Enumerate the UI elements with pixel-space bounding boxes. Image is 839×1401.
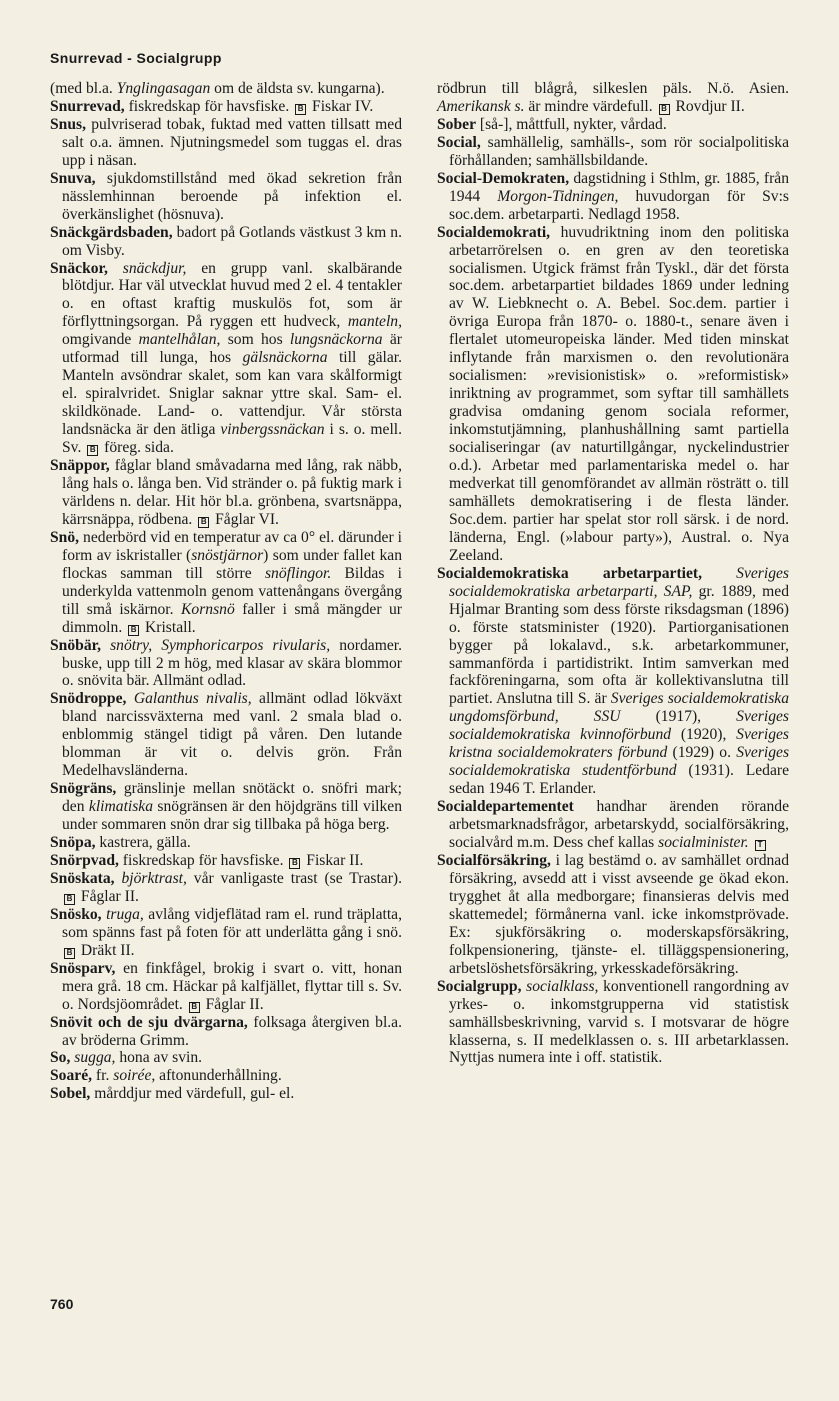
italic-term: gälsnäckorna: [242, 349, 328, 367]
italic-term: lungsnäckorna: [289, 331, 383, 349]
entry-snoskata: [50, 870, 402, 906]
entry-text: om de äldsta sv. kungarna).: [210, 80, 385, 97]
entry-snorpvad: [50, 852, 402, 870]
headword: Snöbär,: [50, 636, 101, 654]
headword: Socialförsäkring,: [437, 851, 551, 869]
entry-socialdemokrati: [437, 224, 789, 565]
entry-social: [437, 134, 789, 170]
italic-term: soirée,: [113, 1067, 156, 1085]
italic-term: vinbergssnäckan: [220, 421, 325, 439]
entry-text: (1917),: [620, 708, 737, 726]
entry-snograns: [50, 780, 402, 834]
entry-text: dagstidning i Sthlm, gr. 1885, från 1944: [449, 169, 789, 205]
entry-text: fiskredskap för havsfiske.: [124, 97, 294, 115]
entry-text: en finkfågel, brokig i svart o. vitt, honan mera grå. 18 cm. Häckar på kalfjället, flyttar till s. Sv. o. Nordsjöområdet.: [62, 959, 402, 1013]
headword: Snäckor,: [50, 259, 108, 277]
entry-text: är utformad till lunga, hos: [62, 331, 402, 367]
entry-socialdepartementet: [437, 798, 789, 852]
entry-text: en grupp vanl. skalbärande blötdjur. Har väl utvecklat huvud med 2 el. 4 tentakler o. en oftast kraftig muskulös fot, som är förflyttningsorgan. På ryggen ett hudveck,: [62, 259, 403, 331]
entry-text: Kristall.: [141, 618, 196, 636]
italic-term: klimatiska: [88, 798, 154, 816]
entry-text: Fåglar VI.: [211, 510, 279, 528]
entry-socialdemokratiska-arbetarpartiet: [437, 565, 789, 798]
headword: Socialdemokratiska arbetarpartiet,: [437, 564, 702, 582]
running-head: Snurrevad - Socialgrupp: [50, 50, 222, 66]
right-column: [437, 80, 789, 1067]
entry-text: fr.: [92, 1067, 114, 1085]
entry-text: omgivande: [62, 331, 139, 349]
entry-text: Bildas i underkylda vattenmoln genom vattenångans övergång till små iskärnor.: [62, 564, 402, 618]
entry-continuation: [437, 80, 789, 116]
headword: Soaré,: [50, 1067, 93, 1085]
entry-snappor: [50, 457, 402, 529]
headword: Snöpa,: [50, 834, 96, 852]
entry-text: (1929) o.: [667, 744, 737, 762]
illustration-reference-icon: B: [189, 1002, 200, 1013]
italic-term: Sveriges socialdemokratiska studentförbund: [449, 744, 790, 780]
headword: Snurrevad,: [50, 97, 125, 115]
italic-term: snäckdjur,: [122, 259, 187, 277]
italic-term: Sveriges kristna socialdemokraters förbund: [449, 726, 789, 762]
entry-text: [så-], måttfull, nykter, vårdad.: [475, 115, 667, 133]
italic-term: Morgon-Tidningen,: [497, 187, 619, 205]
headword: Snögräns,: [50, 780, 117, 798]
entry-snodroppe: [50, 690, 402, 780]
italic-term: snöflingor.: [264, 564, 332, 582]
entry-text: ) som under fallet kan flockas samman till större: [62, 546, 402, 582]
entry-text: pulvriserad tobak, fuktad med vatten tillsatt med salt o.a. ämnen. Njutningsmedel som tuggas el. dras upp i näsan.: [62, 115, 402, 169]
headword: Sober: [437, 115, 476, 133]
entry-text: [126, 690, 133, 707]
headword: Snövit och de sju dvärgarna,: [50, 1013, 248, 1031]
entry-sno: [50, 529, 402, 637]
illustration-reference-icon: B: [64, 894, 75, 905]
italic-term: Galanthus nivalis,: [133, 690, 252, 708]
illustration-reference-icon: B: [289, 858, 300, 869]
illustration-reference-icon: B: [87, 445, 98, 456]
entry-text: (med bl.a.: [50, 80, 117, 97]
italic-term: björktrast,: [121, 869, 187, 887]
entry-text: avlång vidjeflätad ram el. rund träplatta, som spänns fast på foten för att underlätta gång i snö.: [62, 905, 402, 941]
italic-term: socialklass,: [526, 977, 599, 995]
entry-text: fåglar bland småvadarna med lång, rak näbb, lång hals o. långa ben. Vid stränder o. på fuktig mark i världens n. delar. Hit hör bl.a. grönbena, svartsnäppa, kärrsnäppa, rödbena.: [62, 457, 402, 528]
left-column: [50, 80, 402, 1103]
entry-text: badort på Gotlands västkust 3 km n. om Visby.: [62, 223, 402, 259]
entry-text: (1920),: [671, 726, 737, 744]
entry-text: konventionell rangordning av yrkes- o. inkomstgrupperna vid statistisk samhällsbeskrivning, varvid s. I motsvarar de högre klasserna, s. II medelklassen o. s. III arbetarklassen. Nyttjas numera inte i off. statistik.: [449, 977, 789, 1067]
entry-text: huvudriktning inom den politiska arbetarrörelsen o. en gren av den teoretiska socialismen. Utgick främst från Tyskl., där det första soc.dem. arbetarpartiet bildades 1869 under ledning av W. Liebknecht o. A. Bebel. Soc.dem. partier i övriga Europa från 1870- o. 1880-t., senare även i flertalet utomeuropeiska länder. Med tiden minskat inflytande från marxismen o. den revolutionära socialismen: »revisionistisk» o. »reformistisk» inriktning av programmet, som syftar till samhällets gradvisa omdaning genom sociala reformer, inkomstutjämning, planhushållning samt partiella socialiseringar (av naturtillgångar, nyckelindustrier o.d.). Arbetar med parlamentariska medel o. har medverkat till genomförandet av allmän rösträtt o. till samhällets demokratisering i de flesta länder. Soc.dem. partier har spelat stor roll särsk. i de nord. länderna, Engl. (»labour party»), Austral. o. Nya Zeeland.: [449, 223, 789, 564]
entry-snackor: [50, 260, 402, 457]
headword: Snäppor,: [50, 457, 110, 475]
entry-text: huvudorgan för Sv:s soc.dem. arbetarparti. Nedlagd 1958.: [449, 187, 789, 223]
entry-snuva: [50, 170, 402, 224]
entry-text: vår vanligaste trast (se Trastar).: [186, 869, 402, 887]
entry-sober: [437, 116, 789, 134]
illustration-reference-icon: B: [295, 104, 306, 115]
headword: Snörpvad,: [50, 851, 119, 869]
entry-text: i s. o. mell. Sv.: [62, 421, 403, 457]
entry-text: [108, 260, 123, 277]
headword: Snödroppe,: [50, 690, 127, 708]
entry-text: allmänt odlad lökväxt bland narcissväxterna med vanl. 2 smala blad o. enblommig stängel tidigt på våren. Den lutande blomman är vit o. delvis grön. Från Medelhavsländerna.: [62, 690, 402, 780]
entry-text: Rovdjur II.: [671, 97, 745, 115]
entry-text: nordamer. buske, upp till 2 m hög, med klasar av skära blommor o. snövita bär. Allmänt odlad.: [62, 636, 402, 690]
italic-term: snöstjärnor: [191, 546, 264, 564]
italic-term: Sveriges socialdemokratiska ungdomsförbund, SSU: [449, 690, 789, 726]
entry-text: hona av svin.: [115, 1049, 203, 1067]
italic-term: Amerikansk s.: [437, 97, 525, 115]
entry-snosparv: [50, 960, 402, 1014]
entry-text: Fåglar II.: [77, 887, 139, 905]
entry-text: mårddjur med värdefull, gul- el.: [90, 1085, 295, 1103]
entry-text: (1931). Ledare sedan 1946 T. Erlander.: [449, 762, 789, 798]
entry-text: gr. 1889, med Hjalmar Branting som dess förste riksdagsman (1896) o. förste statsminister (1920). Partiorganisationen bygger på lokalavd., s.k. arbetarkommuner, sammanförda i partidistrikt. Intim samverkan med fackföreningarna, som ofta är kollektivanslutna till partiet. Anslutna till S. är: [449, 582, 789, 708]
italic-term: truga,: [106, 905, 144, 923]
entry-text: föreg. sida.: [100, 439, 174, 457]
entry-snus: [50, 116, 402, 170]
entry-text: till gälar. Manteln avsöndrar skalet, som kan vara skålformigt el. spiralvridet. Sniglar saknar yttre skal. Sam- el. skildkönade. Land- o. vattendjur. Vår största landsnäcka är den ätliga: [62, 349, 402, 439]
headword: Socialdepartementet: [437, 798, 574, 816]
headword: Snösparv,: [50, 959, 116, 977]
page-number: 760: [50, 1296, 74, 1312]
entry-text: [101, 637, 110, 654]
entry-so: [50, 1049, 402, 1067]
headword: Snösko,: [50, 905, 102, 923]
headword: Snuva,: [50, 169, 96, 187]
entry-text: kastrera, gälla.: [95, 834, 191, 852]
entry-text: gränslinje mellan snötäckt o. snöfri mark; den: [62, 780, 402, 816]
headword: Socialgrupp,: [437, 977, 522, 995]
entry-socialgrupp: [437, 978, 789, 1068]
headword: So,: [50, 1049, 71, 1067]
entry-text: handhar ärenden rörande arbetsmarknadsfrågor, arbetarskydd, socialförsäkring, socialvård m.m. Dess chef kallas: [449, 798, 789, 852]
italic-term: Sveriges socialdemokratiska arbetarparti, SAP,: [449, 564, 789, 600]
entry-text: som hos: [220, 331, 290, 349]
italic-term: Ynglingasagan: [116, 80, 211, 97]
entry-text: [749, 834, 753, 851]
table-reference-icon: T: [755, 840, 766, 851]
entry-snurrevad: [50, 98, 402, 116]
italic-term: Sveriges socialdemokratiska kvinnoförbund: [449, 708, 789, 744]
entry-snopa: [50, 834, 402, 852]
entry-snosko: [50, 906, 402, 960]
entry-soare: [50, 1067, 402, 1085]
entry-text: nederbörd vid en temperatur av ca 0° el. därunder i form av iskristaller (: [62, 528, 402, 564]
entry-snobar: [50, 637, 402, 691]
headword: Snö,: [50, 528, 80, 546]
headword: Sobel,: [50, 1085, 91, 1103]
entry-text: sjukdomstillstånd med ökad sekretion från nässlemhinnan beroende på infektion el. överkänslighet (hösnuva).: [62, 169, 402, 223]
italic-term: Kornsnö: [181, 600, 235, 618]
italic-term: snötry, Symphoricarpos rivularis,: [110, 636, 331, 654]
headword: Snus,: [50, 115, 86, 133]
entry-text: faller i små mängder ur dimmoln.: [62, 600, 403, 636]
entry-sobel: [50, 1085, 402, 1103]
italic-term: manteln,: [347, 313, 402, 331]
entry-snovit-och-de-sju-dvargarna: [50, 1014, 402, 1050]
illustration-reference-icon: B: [128, 625, 139, 636]
entry-text: Fiskar II.: [302, 851, 364, 869]
illustration-reference-icon: B: [198, 517, 209, 528]
illustration-reference-icon: B: [64, 948, 75, 959]
entry-social-demokraten: [437, 170, 789, 224]
headword: Socialdemokrati,: [437, 223, 551, 241]
italic-term: socialminister.: [658, 834, 749, 852]
illustration-reference-icon: B: [659, 104, 670, 115]
entry-text: aftonunderhållning.: [155, 1067, 282, 1085]
entry-text: Fåglar II.: [201, 995, 264, 1013]
entry-text: snögränsen är den höjdgräns till vilken under sommaren snön drar sig tillbaka på höga berg.: [62, 798, 403, 834]
entry-snackgardsbaden: [50, 224, 402, 260]
headword: Snäckgärdsbaden,: [50, 223, 173, 241]
headword: Social-Demokraten,: [437, 169, 570, 187]
entry-text: folksaga återgiven bl.a. av bröderna Grimm.: [62, 1013, 403, 1049]
entry-text: Dräkt II.: [77, 941, 135, 959]
headword: Social,: [437, 133, 481, 151]
entry-continuation: [50, 80, 402, 98]
entry-text: i lag bestämd o. av samhället ordnad försäkring, avsedd att i visst avseende ge ökad ekon. trygghet åt alla medborgare; finansieras delvis med skattemedel; förmånerna vanl. icke inkomstprövade. Ex: sjukförsäkring o. moderskapsförsäkring, folkpensionering, tjänste- el. tilläggspensionering, arbetslöshetsförsäkring, yrkesskadeförsäkring.: [449, 851, 789, 977]
entry-socialforsakring: [437, 852, 789, 978]
entry-text: samhällelig, samhälls-, som rör socialpolitiska förhållanden; samhällsbildande.: [449, 133, 789, 169]
entry-text: är mindre värdefull.: [524, 97, 657, 115]
entry-text: [702, 565, 736, 582]
entry-text: fiskredskap för havsfiske.: [118, 851, 288, 869]
entry-text: Fiskar IV.: [308, 97, 374, 115]
italic-term: mantelhålan,: [138, 331, 221, 349]
headword: Snöskata,: [50, 869, 115, 887]
entry-text: rödbrun till blågrå, silkeslen päls. N.ö. Asien.: [437, 80, 789, 97]
italic-term: sugga,: [74, 1049, 116, 1067]
